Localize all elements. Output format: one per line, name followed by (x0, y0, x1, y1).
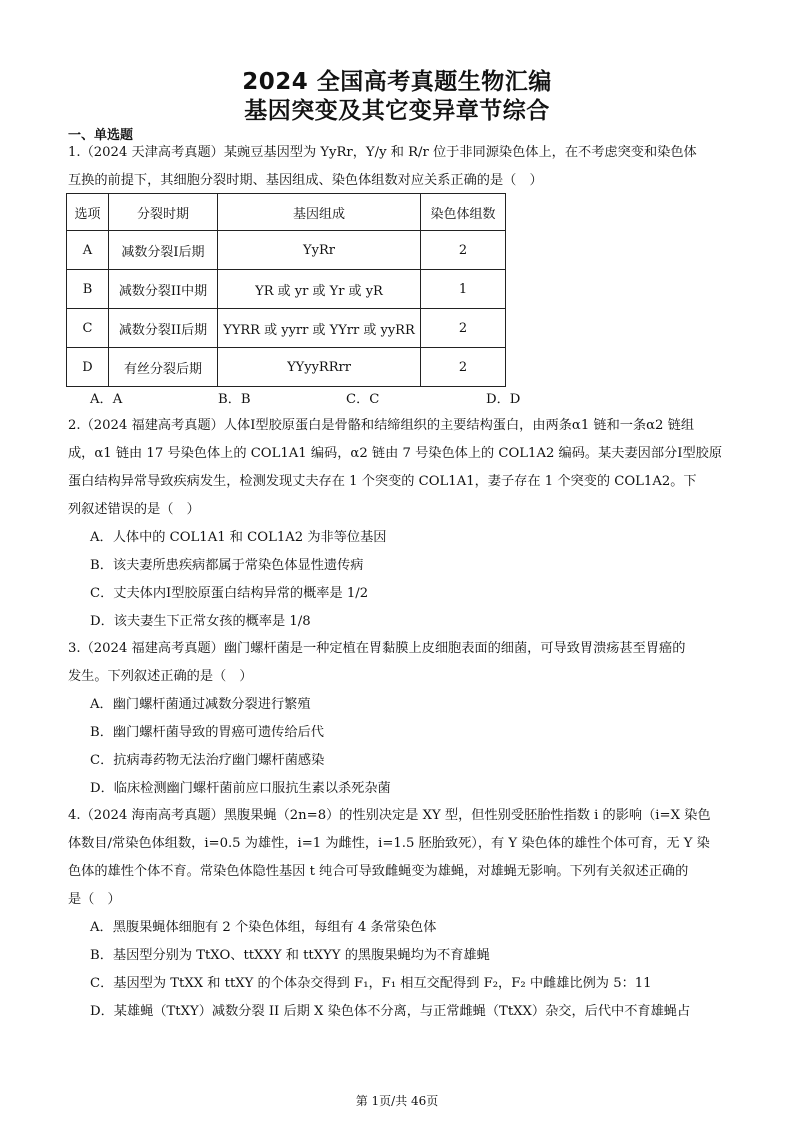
table-header-row (67, 194, 506, 231)
table-row (67, 270, 506, 309)
table-header: 染色体组数 (421, 194, 506, 231)
page-subtitle: 基因突变及其它变异章节综合 (244, 98, 550, 124)
table-cell: A (67, 231, 109, 270)
q3-stem-line1: 3.（2024 福建高考真题）幽门螺杆菌是一种定植在胃黏膜上皮细胞表面的细菌，可导致胃溃疡甚至胃癌的 (68, 641, 686, 656)
q1-stem-line2: 互换的前提下，其细胞分裂时期、基因组成、染色体组数对应关系正确的是（ ） (68, 173, 543, 188)
q2-option-b: B．该夫妻所患疾病都属于常染色体显性遗传病 (90, 558, 364, 573)
table-cell: YyRr (218, 231, 421, 270)
q2-option-a: A．人体中的 COL1A1 和 COL1A2 为非等位基因 (90, 530, 387, 545)
q2-stem-line4: 列叙述错误的是（ ） (68, 502, 200, 517)
table-cell: B (67, 270, 109, 309)
page-title: 2024 全国高考真题生物汇编 (242, 69, 552, 95)
q4-stem-line3: 色体的雄性个体不育。常染色体隐性基因 t 纯合可导致雌蝇变为雄蝇，对雄蝇无影响。下列有关叙述正确的 (68, 864, 689, 879)
q1-stem-line1: 1.（2024 天津高考真题）某豌豆基因型为 YyRr，Y/y 和 R/r 位于非同源染色体上，在不考虑突变和染色体 (68, 145, 697, 160)
table-cell: 2 (421, 231, 506, 270)
q2-stem-line2: 成，α1 链由 17 号染色体上的 COL1A1 编码，α2 链由 7 号染色体上的 COL1A2 编码。某夫妻因部分I型胶原 (68, 446, 723, 461)
q4-option-d: D．某雄蝇（TtXY）减数分裂 II 后期 X 染色体不分离，与正常雌蝇（TtXX）杂交，后代中不育雄蝇占 (90, 1004, 691, 1019)
table-cell: YR 或 yr 或 Yr 或 yR (218, 270, 421, 309)
q1-table (66, 193, 506, 387)
table-cell: YYyyRRrr (218, 348, 421, 387)
table-cell: 减数分裂II中期 (109, 270, 218, 309)
choice-option: D．D (486, 392, 521, 407)
table-cell: C (67, 309, 109, 348)
table-cell: 2 (421, 348, 506, 387)
q2-stem-line1: 2.（2024 福建高考真题）人体I型胶原蛋白是骨骼和结缔组织的主要结构蛋白，由两条α1 链和一条α2 链组 (68, 418, 695, 433)
table-cell: 减数分裂II后期 (109, 309, 218, 348)
q4-option-b: B．基因型分别为 TtXO、ttXXY 和 ttXYY 的黑腹果蝇均为不育雄蝇 (90, 948, 490, 963)
q3-option-a: A．幽门螺杆菌通过减数分裂进行繁殖 (90, 697, 311, 712)
q2-stem-line3: 蛋白结构异常导致疾病发生，检测发现丈夫存在 1 个突变的 COL1A1，妻子存在 1 个突变的 COL1A2。下 (68, 474, 697, 489)
choice-option: B．B (218, 392, 251, 407)
table-row (67, 231, 506, 270)
table-cell: 1 (421, 270, 506, 309)
table-header: 分裂时期 (109, 194, 218, 231)
section-heading: 一、单选题 (68, 128, 134, 143)
q2-option-c: C．丈夫体内I型胶原蛋白结构异常的概率是 1/2 (90, 586, 369, 601)
page-footer: 第 1页/共 46页 (355, 1094, 439, 1108)
table-cell: 减数分裂I后期 (109, 231, 218, 270)
table-cell: 有丝分裂后期 (109, 348, 218, 387)
table-row (67, 309, 506, 348)
q3-option-c: C．抗病毒药物无法治疗幽门螺杆菌感染 (90, 753, 325, 768)
q4-option-c: C．基因型为 TtXX 和 ttXY 的个体杂交得到 F₁，F₁ 相互交配得到 F₂，F₂ 中雌雄比例为 5：11 (90, 976, 652, 991)
q4-stem-line2: 体数目/常染色体组数，i=0.5 为雄性，i=1 为雌性，i=1.5 胚胎致死），有 Y 染色体的雄性个体可育，无 Y 染 (68, 836, 710, 851)
q4-option-a: A．黑腹果蝇体细胞有 2 个染色体组，每组有 4 条常染色体 (90, 920, 437, 935)
table-header: 基因组成 (218, 194, 421, 231)
q4-stem-line4: 是（ ） (68, 892, 121, 907)
table-header: 选项 (67, 194, 109, 231)
table-cell: D (67, 348, 109, 387)
table-cell: YYRR 或 yyrr 或 YYrr 或 yyRR (218, 309, 421, 348)
table-row (67, 348, 506, 387)
table-cell: 2 (421, 309, 506, 348)
q3-stem-line2: 发生。下列叙述正确的是（ ） (68, 669, 253, 684)
choice-option: C．C (346, 392, 380, 407)
choice-option: A．A (90, 392, 123, 407)
q3-option-b: B．幽门螺杆菌导致的胃癌可遗传给后代 (90, 725, 324, 740)
q4-stem-line1: 4.（2024 海南高考真题）黑腹果蝇（2n=8）的性别决定是 XY 型，但性别受胚胎性指数 i 的影响（i=X 染色 (68, 808, 711, 823)
q3-option-d: D．临床检测幽门螺杆菌前应口服抗生素以杀死杂菌 (90, 781, 391, 796)
q2-option-d: D．该夫妻生下正常女孩的概率是 1/8 (90, 614, 311, 629)
